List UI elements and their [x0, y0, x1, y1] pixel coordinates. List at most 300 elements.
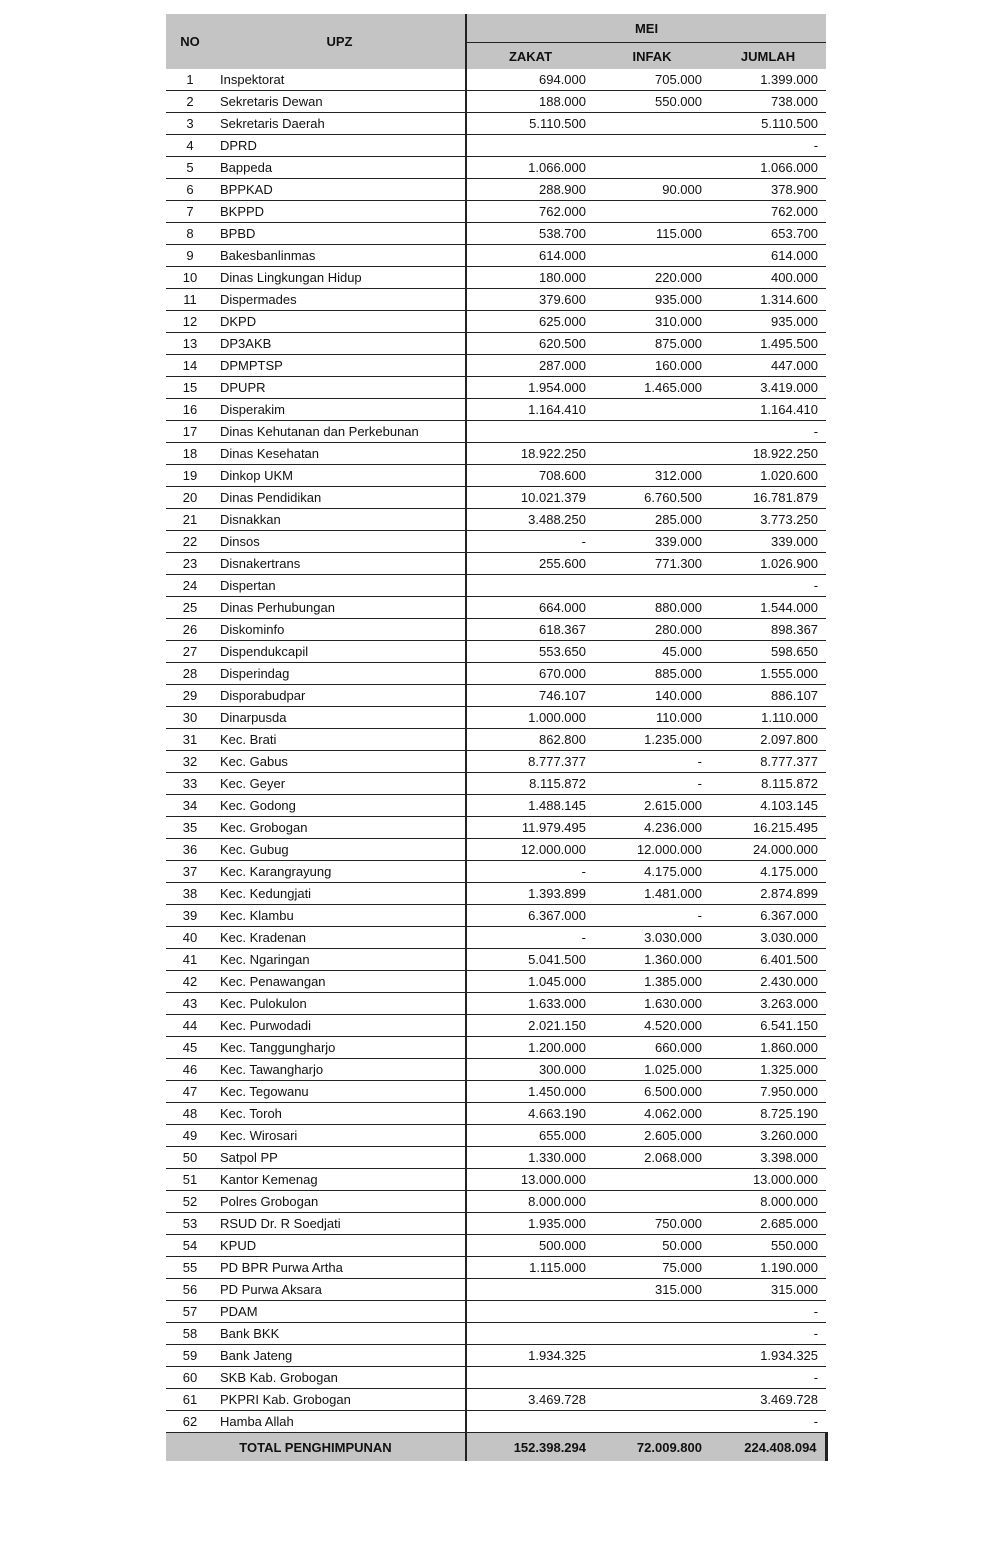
- row-upz-name: Kec. Kradenan: [214, 927, 466, 949]
- header-upz: UPZ: [214, 14, 466, 69]
- table-row: [166, 707, 826, 729]
- table-row: [166, 1037, 826, 1059]
- row-jumlah: 1.314.600: [710, 289, 826, 311]
- row-zakat: [466, 1323, 594, 1345]
- row-zakat: 1.164.410: [466, 399, 594, 421]
- row-zakat: [466, 1367, 594, 1389]
- row-jumlah: 18.922.250: [710, 443, 826, 465]
- row-jumlah: 6.401.500: [710, 949, 826, 971]
- row-upz-name: Kec. Pulokulon: [214, 993, 466, 1015]
- row-infak: [594, 1191, 710, 1213]
- row-upz-name: Dinas Pendidikan: [214, 487, 466, 509]
- row-infak: 285.000: [594, 509, 710, 531]
- row-upz-name: PD Purwa Aksara: [214, 1279, 466, 1301]
- row-jumlah: 400.000: [710, 267, 826, 289]
- row-infak: 2.615.000: [594, 795, 710, 817]
- table-row: [166, 971, 826, 993]
- row-zakat: [466, 421, 594, 443]
- table-row: [166, 333, 826, 355]
- row-upz-name: Disnakkan: [214, 509, 466, 531]
- row-upz-name: DP3AKB: [214, 333, 466, 355]
- row-upz-name: Hamba Allah: [214, 1411, 466, 1433]
- row-zakat: [466, 575, 594, 597]
- row-upz-name: Kec. Tawangharjo: [214, 1059, 466, 1081]
- row-no: 19: [166, 465, 214, 487]
- row-zakat: 614.000: [466, 245, 594, 267]
- row-infak: [594, 135, 710, 157]
- table-row: [166, 289, 826, 311]
- table-row: [166, 531, 826, 553]
- table-row: [166, 685, 826, 707]
- row-infak: 140.000: [594, 685, 710, 707]
- row-upz-name: BKPPD: [214, 201, 466, 223]
- row-zakat: 287.000: [466, 355, 594, 377]
- row-upz-name: DPMPTSP: [214, 355, 466, 377]
- row-no: 40: [166, 927, 214, 949]
- total-jumlah: 224.408.094: [710, 1433, 826, 1462]
- row-no: 30: [166, 707, 214, 729]
- row-infak: 220.000: [594, 267, 710, 289]
- row-upz-name: Kec. Penawangan: [214, 971, 466, 993]
- row-no: 50: [166, 1147, 214, 1169]
- row-infak: 50.000: [594, 1235, 710, 1257]
- row-no: 22: [166, 531, 214, 553]
- table-row: [166, 1389, 826, 1411]
- row-zakat: -: [466, 531, 594, 553]
- row-upz-name: Dinas Lingkungan Hidup: [214, 267, 466, 289]
- table-row: [166, 619, 826, 641]
- row-infak: 280.000: [594, 619, 710, 641]
- row-infak: 1.235.000: [594, 729, 710, 751]
- row-no: 58: [166, 1323, 214, 1345]
- row-upz-name: SKB Kab. Grobogan: [214, 1367, 466, 1389]
- row-infak: 3.030.000: [594, 927, 710, 949]
- row-infak: [594, 1169, 710, 1191]
- row-zakat: [466, 1301, 594, 1323]
- row-jumlah: 614.000: [710, 245, 826, 267]
- row-jumlah: 886.107: [710, 685, 826, 707]
- row-jumlah: 24.000.000: [710, 839, 826, 861]
- row-zakat: 553.650: [466, 641, 594, 663]
- row-zakat: 1.633.000: [466, 993, 594, 1015]
- row-zakat: -: [466, 861, 594, 883]
- table-row: [166, 905, 826, 927]
- row-upz-name: PDAM: [214, 1301, 466, 1323]
- row-jumlah: 1.544.000: [710, 597, 826, 619]
- table-row: [166, 883, 826, 905]
- row-zakat: 620.500: [466, 333, 594, 355]
- row-infak: 771.300: [594, 553, 710, 575]
- row-zakat: 8.777.377: [466, 751, 594, 773]
- row-infak: [594, 421, 710, 443]
- table-row: [166, 443, 826, 465]
- row-jumlah: -: [710, 135, 826, 157]
- row-infak: 4.520.000: [594, 1015, 710, 1037]
- row-infak: [594, 245, 710, 267]
- row-no: 38: [166, 883, 214, 905]
- row-jumlah: 6.367.000: [710, 905, 826, 927]
- row-jumlah: 1.066.000: [710, 157, 826, 179]
- row-no: 52: [166, 1191, 214, 1213]
- table-row: [166, 553, 826, 575]
- row-jumlah: 4.175.000: [710, 861, 826, 883]
- row-jumlah: 2.097.800: [710, 729, 826, 751]
- row-upz-name: Sekretaris Daerah: [214, 113, 466, 135]
- row-no: 5: [166, 157, 214, 179]
- row-infak: 2.605.000: [594, 1125, 710, 1147]
- row-zakat: 188.000: [466, 91, 594, 113]
- row-zakat: 538.700: [466, 223, 594, 245]
- row-no: 15: [166, 377, 214, 399]
- row-infak: [594, 1345, 710, 1367]
- row-jumlah: 3.398.000: [710, 1147, 826, 1169]
- row-infak: 315.000: [594, 1279, 710, 1301]
- total-label: TOTAL PENGHIMPUNAN: [166, 1433, 466, 1462]
- row-upz-name: Dispertan: [214, 575, 466, 597]
- row-jumlah: 5.110.500: [710, 113, 826, 135]
- row-no: 34: [166, 795, 214, 817]
- row-infak: 935.000: [594, 289, 710, 311]
- row-jumlah: -: [710, 1411, 826, 1433]
- row-infak: [594, 575, 710, 597]
- row-infak: 1.465.000: [594, 377, 710, 399]
- row-upz-name: Kec. Karangrayung: [214, 861, 466, 883]
- row-zakat: 708.600: [466, 465, 594, 487]
- row-zakat: [466, 1279, 594, 1301]
- row-no: 32: [166, 751, 214, 773]
- table-row: [166, 1125, 826, 1147]
- row-jumlah: 935.000: [710, 311, 826, 333]
- row-no: 57: [166, 1301, 214, 1323]
- row-zakat: 670.000: [466, 663, 594, 685]
- row-infak: 2.068.000: [594, 1147, 710, 1169]
- row-infak: 4.062.000: [594, 1103, 710, 1125]
- row-jumlah: 8.115.872: [710, 773, 826, 795]
- table-row: [166, 1103, 826, 1125]
- row-infak: 339.000: [594, 531, 710, 553]
- row-zakat: 1.066.000: [466, 157, 594, 179]
- row-upz-name: Disnakertrans: [214, 553, 466, 575]
- row-zakat: 1.935.000: [466, 1213, 594, 1235]
- row-zakat: 180.000: [466, 267, 594, 289]
- row-upz-name: Bank BKK: [214, 1323, 466, 1345]
- row-jumlah: 2.685.000: [710, 1213, 826, 1235]
- row-no: 13: [166, 333, 214, 355]
- row-jumlah: 2.874.899: [710, 883, 826, 905]
- row-no: 33: [166, 773, 214, 795]
- row-infak: [594, 443, 710, 465]
- row-no: 49: [166, 1125, 214, 1147]
- row-no: 55: [166, 1257, 214, 1279]
- row-no: 43: [166, 993, 214, 1015]
- row-jumlah: 598.650: [710, 641, 826, 663]
- row-upz-name: Kec. Brati: [214, 729, 466, 751]
- table-row: [166, 927, 826, 949]
- row-upz-name: Kec. Klambu: [214, 905, 466, 927]
- row-upz-name: DKPD: [214, 311, 466, 333]
- table-row: [166, 1235, 826, 1257]
- row-jumlah: -: [710, 421, 826, 443]
- row-zakat: 4.663.190: [466, 1103, 594, 1125]
- row-no: 59: [166, 1345, 214, 1367]
- row-infak: 1.360.000: [594, 949, 710, 971]
- row-zakat: 3.469.728: [466, 1389, 594, 1411]
- row-jumlah: 1.495.500: [710, 333, 826, 355]
- row-upz-name: Bakesbanlinmas: [214, 245, 466, 267]
- row-no: 36: [166, 839, 214, 861]
- row-jumlah: 1.860.000: [710, 1037, 826, 1059]
- row-zakat: 300.000: [466, 1059, 594, 1081]
- table-row: [166, 69, 826, 91]
- row-infak: 4.175.000: [594, 861, 710, 883]
- table-row: [166, 1147, 826, 1169]
- row-infak: 12.000.000: [594, 839, 710, 861]
- row-upz-name: Bappeda: [214, 157, 466, 179]
- table-row: [166, 1081, 826, 1103]
- table-row: [166, 355, 826, 377]
- table-row: [166, 135, 826, 157]
- row-infak: 90.000: [594, 179, 710, 201]
- header-infak: INFAK: [594, 43, 710, 70]
- row-jumlah: 447.000: [710, 355, 826, 377]
- row-zakat: 694.000: [466, 69, 594, 91]
- row-zakat: 500.000: [466, 1235, 594, 1257]
- row-upz-name: PD BPR Purwa Artha: [214, 1257, 466, 1279]
- row-upz-name: KPUD: [214, 1235, 466, 1257]
- row-infak: 6.760.500: [594, 487, 710, 509]
- row-infak: 75.000: [594, 1257, 710, 1279]
- row-no: 39: [166, 905, 214, 927]
- row-upz-name: RSUD Dr. R Soedjati: [214, 1213, 466, 1235]
- table-row: [166, 949, 826, 971]
- row-no: 1: [166, 69, 214, 91]
- row-zakat: 746.107: [466, 685, 594, 707]
- row-jumlah: 738.000: [710, 91, 826, 113]
- row-jumlah: 762.000: [710, 201, 826, 223]
- row-zakat: 1.488.145: [466, 795, 594, 817]
- row-no: 4: [166, 135, 214, 157]
- table-footer: [166, 1433, 826, 1462]
- row-jumlah: 4.103.145: [710, 795, 826, 817]
- row-no: 37: [166, 861, 214, 883]
- row-zakat: 2.021.150: [466, 1015, 594, 1037]
- row-jumlah: 315.000: [710, 1279, 826, 1301]
- row-zakat: 664.000: [466, 597, 594, 619]
- row-infak: 1.385.000: [594, 971, 710, 993]
- row-jumlah: 898.367: [710, 619, 826, 641]
- row-no: 18: [166, 443, 214, 465]
- row-infak: 110.000: [594, 707, 710, 729]
- row-jumlah: 339.000: [710, 531, 826, 553]
- row-no: 60: [166, 1367, 214, 1389]
- row-zakat: 1.200.000: [466, 1037, 594, 1059]
- row-zakat: 862.800: [466, 729, 594, 751]
- row-zakat: 618.367: [466, 619, 594, 641]
- total-infak: 72.009.800: [594, 1433, 710, 1462]
- table-row: [166, 465, 826, 487]
- row-no: 25: [166, 597, 214, 619]
- row-jumlah: 550.000: [710, 1235, 826, 1257]
- row-upz-name: Kec. Ngaringan: [214, 949, 466, 971]
- row-no: 47: [166, 1081, 214, 1103]
- row-upz-name: Diskominfo: [214, 619, 466, 641]
- row-upz-name: Bank Jateng: [214, 1345, 466, 1367]
- row-infak: 880.000: [594, 597, 710, 619]
- row-zakat: 10.021.379: [466, 487, 594, 509]
- table-row: [166, 839, 826, 861]
- table-row: [166, 421, 826, 443]
- row-no: 29: [166, 685, 214, 707]
- table-row: [166, 399, 826, 421]
- total-row: [166, 1433, 826, 1462]
- row-no: 51: [166, 1169, 214, 1191]
- row-infak: [594, 1301, 710, 1323]
- row-upz-name: Kec. Geyer: [214, 773, 466, 795]
- row-jumlah: 6.541.150: [710, 1015, 826, 1037]
- row-zakat: 625.000: [466, 311, 594, 333]
- row-infak: 312.000: [594, 465, 710, 487]
- table-row: [166, 1411, 826, 1433]
- row-jumlah: 653.700: [710, 223, 826, 245]
- row-jumlah: 3.263.000: [710, 993, 826, 1015]
- row-jumlah: 1.325.000: [710, 1059, 826, 1081]
- table-row: [166, 1301, 826, 1323]
- row-jumlah: 16.781.879: [710, 487, 826, 509]
- row-no: 16: [166, 399, 214, 421]
- row-no: 53: [166, 1213, 214, 1235]
- row-upz-name: Sekretaris Dewan: [214, 91, 466, 113]
- row-zakat: 1.393.899: [466, 883, 594, 905]
- row-upz-name: PKPRI Kab. Grobogan: [214, 1389, 466, 1411]
- row-infak: 1.025.000: [594, 1059, 710, 1081]
- row-upz-name: Disporabudpar: [214, 685, 466, 707]
- collection-table: [166, 14, 828, 1461]
- row-infak: 160.000: [594, 355, 710, 377]
- row-jumlah: 2.430.000: [710, 971, 826, 993]
- row-zakat: 12.000.000: [466, 839, 594, 861]
- row-infak: 750.000: [594, 1213, 710, 1235]
- row-zakat: 1.045.000: [466, 971, 594, 993]
- row-zakat: 655.000: [466, 1125, 594, 1147]
- row-zakat: 18.922.250: [466, 443, 594, 465]
- row-upz-name: DPUPR: [214, 377, 466, 399]
- row-jumlah: 3.030.000: [710, 927, 826, 949]
- row-infak: 310.000: [594, 311, 710, 333]
- table-row: [166, 1015, 826, 1037]
- row-zakat: 288.900: [466, 179, 594, 201]
- row-jumlah: -: [710, 575, 826, 597]
- table-row: [166, 1279, 826, 1301]
- header-no: NO: [166, 14, 214, 69]
- row-infak: [594, 1323, 710, 1345]
- row-no: 56: [166, 1279, 214, 1301]
- row-zakat: [466, 135, 594, 157]
- table-row: [166, 91, 826, 113]
- row-jumlah: 3.469.728: [710, 1389, 826, 1411]
- row-no: 6: [166, 179, 214, 201]
- row-no: 62: [166, 1411, 214, 1433]
- row-zakat: [466, 1411, 594, 1433]
- row-zakat: 255.600: [466, 553, 594, 575]
- table-row: [166, 641, 826, 663]
- row-no: 17: [166, 421, 214, 443]
- row-jumlah: 3.773.250: [710, 509, 826, 531]
- row-jumlah: 1.934.325: [710, 1345, 826, 1367]
- row-jumlah: 3.260.000: [710, 1125, 826, 1147]
- row-no: 11: [166, 289, 214, 311]
- table-row: [166, 179, 826, 201]
- row-jumlah: -: [710, 1301, 826, 1323]
- row-upz-name: Disperindag: [214, 663, 466, 685]
- row-zakat: 6.367.000: [466, 905, 594, 927]
- row-no: 3: [166, 113, 214, 135]
- row-no: 9: [166, 245, 214, 267]
- row-infak: 1.630.000: [594, 993, 710, 1015]
- table-row: [166, 795, 826, 817]
- row-zakat: 13.000.000: [466, 1169, 594, 1191]
- row-upz-name: Kec. Wirosari: [214, 1125, 466, 1147]
- row-upz-name: Dispermades: [214, 289, 466, 311]
- row-jumlah: 13.000.000: [710, 1169, 826, 1191]
- row-no: 41: [166, 949, 214, 971]
- row-upz-name: Dinas Kehutanan dan Perkebunan: [214, 421, 466, 443]
- table-row: [166, 113, 826, 135]
- row-no: 48: [166, 1103, 214, 1125]
- row-jumlah: 1.555.000: [710, 663, 826, 685]
- row-jumlah: 8.725.190: [710, 1103, 826, 1125]
- row-infak: 4.236.000: [594, 817, 710, 839]
- row-infak: 660.000: [594, 1037, 710, 1059]
- row-zakat: 8.000.000: [466, 1191, 594, 1213]
- row-no: 10: [166, 267, 214, 289]
- table-row: [166, 575, 826, 597]
- table-row: [166, 729, 826, 751]
- row-upz-name: Dispendukcapil: [214, 641, 466, 663]
- row-infak: [594, 1411, 710, 1433]
- table-row: [166, 861, 826, 883]
- table-row: [166, 1257, 826, 1279]
- row-jumlah: 1.190.000: [710, 1257, 826, 1279]
- zakat-infak-report: [166, 14, 826, 1461]
- row-no: 14: [166, 355, 214, 377]
- row-upz-name: Kec. Gabus: [214, 751, 466, 773]
- row-no: 21: [166, 509, 214, 531]
- row-upz-name: Dinkop UKM: [214, 465, 466, 487]
- row-zakat: 1.934.325: [466, 1345, 594, 1367]
- row-infak: 885.000: [594, 663, 710, 685]
- table-body: [166, 69, 826, 1433]
- row-no: 45: [166, 1037, 214, 1059]
- row-infak: 705.000: [594, 69, 710, 91]
- row-no: 24: [166, 575, 214, 597]
- row-no: 46: [166, 1059, 214, 1081]
- row-zakat: 11.979.495: [466, 817, 594, 839]
- row-infak: -: [594, 751, 710, 773]
- row-upz-name: BPPKAD: [214, 179, 466, 201]
- row-upz-name: Kec. Tanggungharjo: [214, 1037, 466, 1059]
- row-upz-name: Kantor Kemenag: [214, 1169, 466, 1191]
- header-zakat: ZAKAT: [466, 43, 594, 70]
- row-no: 27: [166, 641, 214, 663]
- row-zakat: 379.600: [466, 289, 594, 311]
- table-row: [166, 487, 826, 509]
- table-row: [166, 1367, 826, 1389]
- row-jumlah: 7.950.000: [710, 1081, 826, 1103]
- row-zakat: 762.000: [466, 201, 594, 223]
- row-infak: 550.000: [594, 91, 710, 113]
- row-jumlah: 16.215.495: [710, 817, 826, 839]
- table-row: [166, 311, 826, 333]
